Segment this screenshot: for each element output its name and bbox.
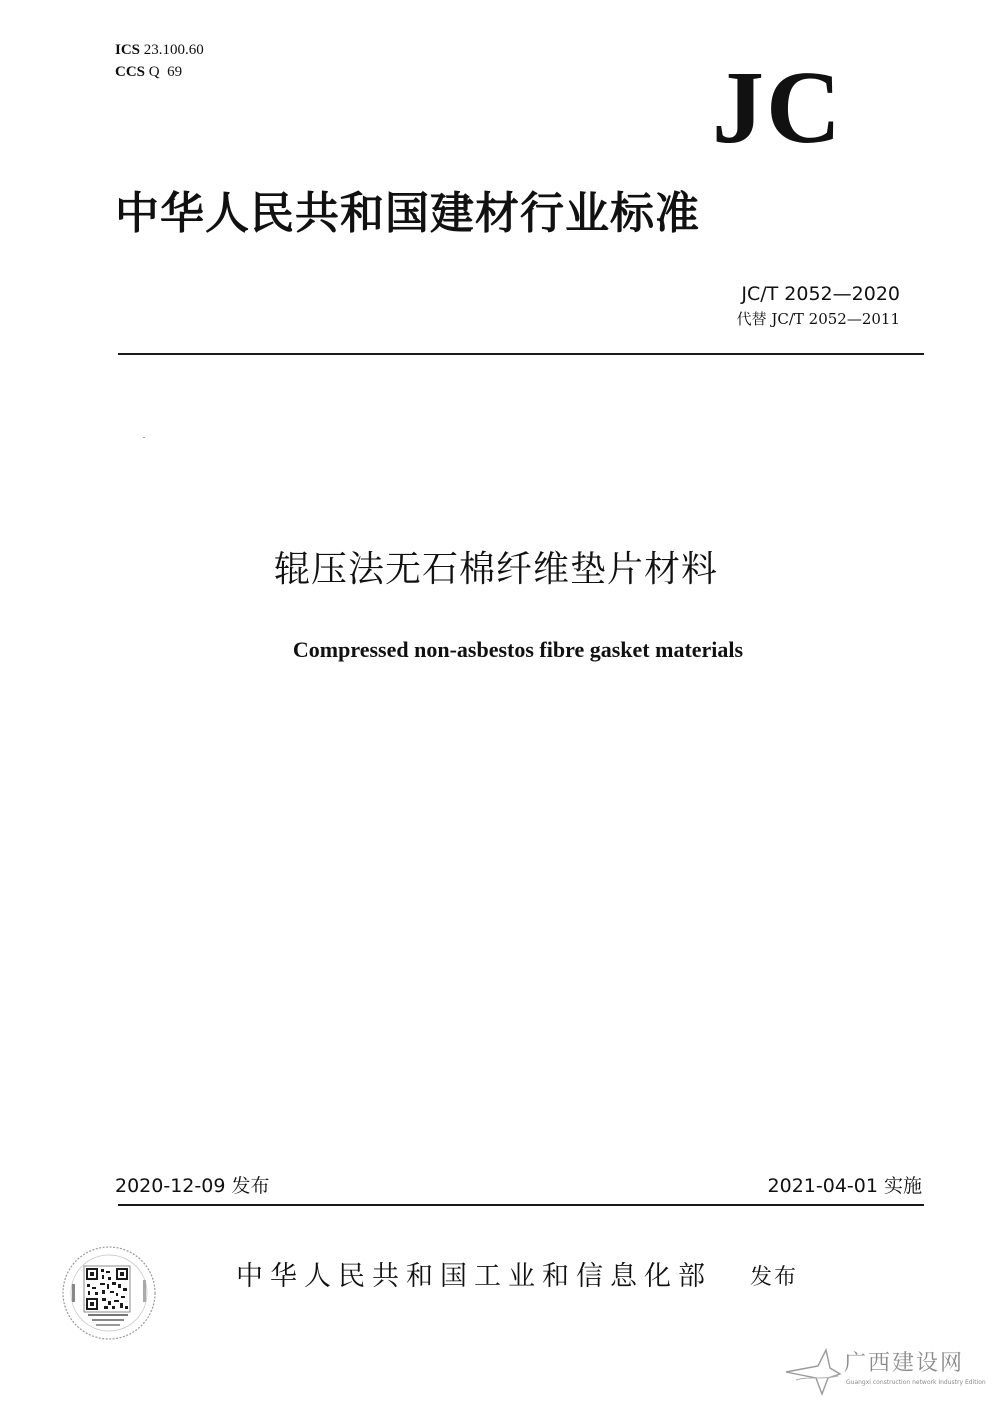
watermark-subtitle: Guangxi construction network Industry Edition <box>846 1379 986 1386</box>
standard-type-heading: 中华人民共和国建材行业标准 <box>115 188 700 239</box>
scan-speck <box>143 437 145 438</box>
replaces-standard: 代替 JC/T 2052—2011 <box>736 310 900 328</box>
issuing-authority: 中华人民共和国工业和信息化部 <box>236 1261 712 1292</box>
standard-number: JC/T 2052—2020 <box>741 283 900 305</box>
issuing-suffix: 发布 <box>750 1265 799 1290</box>
effective-date: 2021-04-01 实施 <box>767 1175 922 1197</box>
title-chinese: 辊压法无石棉纤维垫片材料 <box>273 549 718 590</box>
ics-code <box>115 42 204 59</box>
bottom-divider <box>118 1204 924 1206</box>
ccs-value: Q 69 <box>148 64 183 80</box>
ics-value: 23.100.60 <box>143 42 204 58</box>
qr-code <box>84 1266 130 1312</box>
ccs-label: CCS <box>115 64 146 80</box>
ics-label: ICS <box>115 42 141 58</box>
qr-stamp-icon <box>60 1244 158 1342</box>
top-divider <box>118 353 924 355</box>
jc-logo: JC <box>712 50 844 165</box>
title-english: Compressed non-asbestos fibre gasket materials <box>292 637 744 662</box>
watermark-text: 广西建设网 <box>844 1351 965 1376</box>
ccs-code <box>115 64 182 81</box>
publish-date: 2020-12-09 发布 <box>115 1175 270 1197</box>
